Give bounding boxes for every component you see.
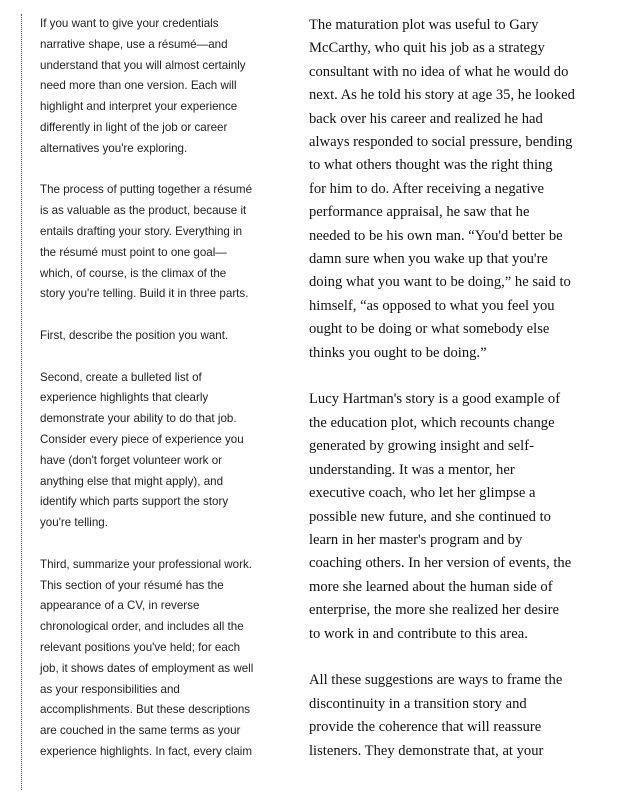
sidebar-paragraph-5 [40, 555, 280, 763]
sidebar-paragraph-3 [40, 326, 280, 347]
sidebar-line: story you're telling. Build it in three parts. [40, 287, 249, 301]
main-line: ought to be doing or what somebody else [309, 321, 550, 338]
sidebar-line: First, describe the position you want. [40, 328, 229, 342]
main-line: thinks you ought to be doing.” [309, 344, 487, 361]
main-line: possible new future, and she continued to [309, 508, 551, 525]
sidebar-line: relevant positions you've held; for each [40, 640, 241, 654]
sidebar-line: have (don't forget volunteer work or [40, 453, 223, 467]
sidebar-line: entails drafting your story. Everything in [40, 224, 243, 238]
main-line: back over his career and realized he had [309, 110, 543, 127]
main-line: to work in and contribute to this area. [309, 625, 528, 642]
sidebar-line: experience highlights that clearly [40, 391, 209, 405]
main-line: understanding. It was a mentor, her [309, 461, 515, 478]
main-line: damn sure when you wake up that you're [309, 251, 548, 268]
sidebar-column [40, 14, 280, 783]
sidebar-line: alternatives you're exploring. [40, 141, 188, 155]
sidebar-line: understand that you will almost certainly [40, 58, 246, 72]
sidebar-paragraph-4 [40, 368, 280, 534]
sidebar-paragraph-2 [40, 180, 280, 305]
sidebar-line: narrative shape, use a résumé—and [40, 37, 228, 51]
sidebar-line: If you want to give your credentials [40, 17, 219, 30]
sidebar-line: This section of your résumé has the [40, 578, 224, 592]
sidebar-line: Consider every piece of experience you [40, 432, 244, 446]
main-line: executive coach, who let her glimpse a [309, 485, 536, 502]
sidebar-dotted-rule [21, 14, 22, 790]
main-line: himself, “as opposed to what you feel you [309, 297, 555, 314]
sidebar-line: accomplishments. But these descriptions [40, 703, 251, 717]
main-line: generated by growing insight and self- [309, 438, 534, 455]
sidebar-line: as your responsibilities and [40, 682, 180, 696]
main-line: learn in her master's program and by [309, 531, 523, 548]
main-line: for him to do. After receiving a negative [309, 180, 545, 197]
main-line: coaching others. In her version of events, the [309, 555, 572, 572]
main-line: always responded to social pressure, bending [309, 134, 573, 151]
main-line: performance appraisal, he saw that he [309, 204, 530, 221]
main-line: to what others thought was the right thing [309, 157, 553, 174]
main-line: All these suggestions are ways to frame the [309, 672, 563, 689]
main-line: enterprise, the more she realized her desire [309, 602, 559, 619]
main-column [309, 14, 595, 786]
sidebar-line: job, it shows dates of employment as well [40, 661, 254, 675]
sidebar-line: demonstrate your ability to do that job. [40, 412, 237, 426]
sidebar-line: highlight and interpret your experience [40, 100, 238, 114]
main-line: the education plot, which recounts change [309, 414, 555, 431]
main-line: Lucy Hartman's story is a good example of [309, 391, 561, 408]
sidebar-line: you're telling. [40, 516, 108, 530]
main-line: more she learned about the human side of [309, 578, 553, 595]
sidebar-paragraph-1 [40, 14, 280, 160]
sidebar-line: The process of putting together a résumé [40, 183, 253, 197]
sidebar-line: Third, summarize your professional work. [40, 557, 252, 571]
sidebar-line: the résumé must point to one goal— [40, 245, 227, 259]
main-line: next. As he told his story at age 35, he looked [309, 87, 575, 104]
main-line: provide the coherence that will reassure [309, 719, 542, 736]
sidebar-line: Second, create a bulleted list of [40, 370, 202, 384]
main-line: discontinuity in a transition story and [309, 695, 527, 712]
main-paragraph-1 [309, 14, 595, 365]
sidebar-line: differently in light of the job or career [40, 120, 228, 134]
sidebar-line: experience highlights. In fact, every claim [40, 744, 253, 758]
main-line: listeners. They demonstrate that, at your [309, 742, 544, 759]
main-line: consultant with no idea of what he would do [309, 63, 569, 80]
sidebar-line: which, of course, is the climax of the [40, 266, 227, 280]
main-line: needed to be his own man. “You'd better be [309, 227, 563, 244]
main-paragraph-2 [309, 388, 595, 645]
sidebar-line: need more than one version. Each will [40, 79, 237, 93]
main-paragraph-3 [309, 669, 595, 763]
sidebar-line: chronological order, and includes all the [40, 620, 244, 634]
sidebar-line: anything else that might apply), and [40, 474, 224, 488]
sidebar-line: appearance of a CV, in reverse [40, 599, 200, 613]
main-line: The maturation plot was useful to Gary [309, 17, 539, 33]
sidebar-line: is as valuable as the product, because it [40, 204, 247, 218]
main-line: McCarthy, who quit his job as a strategy [309, 40, 545, 57]
sidebar-line: are couched in the same terms as your [40, 724, 241, 738]
sidebar-line: identify which parts support the story [40, 495, 229, 509]
main-line: doing what you want to be doing,” he said to [309, 274, 571, 291]
